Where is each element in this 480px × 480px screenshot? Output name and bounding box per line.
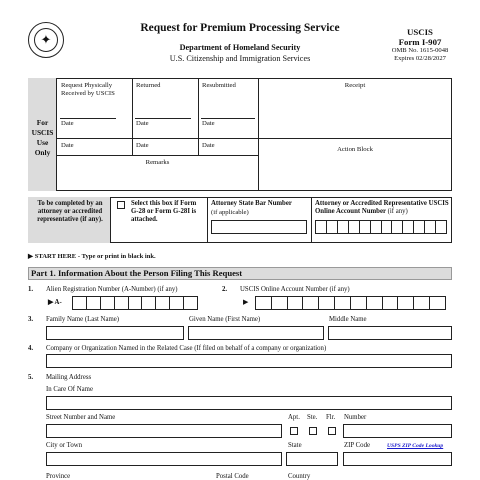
company-name-input[interactable] xyxy=(46,354,452,368)
middle-name-label: Middle Name xyxy=(329,316,367,323)
part1-title: Part 1. Information About the Person Filing This Request xyxy=(31,268,243,278)
request-received-label: Request Physically Received by USCIS xyxy=(61,82,115,97)
divider xyxy=(57,155,258,156)
family-name-input[interactable] xyxy=(46,326,184,340)
omb-number: OMB No. 1615-0048 xyxy=(391,47,449,54)
in-care-of-input[interactable] xyxy=(46,396,452,410)
country-label: Country xyxy=(288,473,311,480)
ste-label: Ste. xyxy=(307,414,318,421)
ste-checkbox[interactable] xyxy=(309,427,317,435)
flr-checkbox[interactable] xyxy=(328,427,336,435)
unit-number-input[interactable] xyxy=(343,424,452,438)
date-label: Date xyxy=(202,142,215,149)
expiration-date: Expires 02/28/2027 xyxy=(394,55,446,62)
state-label: State xyxy=(288,442,302,449)
unit-number-label: Number xyxy=(344,414,367,421)
given-name-input[interactable] xyxy=(188,326,324,340)
zip-label: ZIP Code xyxy=(344,442,370,449)
zip-input[interactable] xyxy=(343,452,452,466)
form-number: Form I-907 xyxy=(398,37,442,47)
postal-code-label: Postal Code xyxy=(216,473,249,480)
divider xyxy=(198,78,199,155)
in-care-of-label: In Care Of Name xyxy=(46,386,93,393)
q5-number: 5. xyxy=(28,374,34,381)
street-input[interactable] xyxy=(46,424,282,438)
divider xyxy=(57,138,258,139)
agency-name: U.S. Citizenship and Immigration Services xyxy=(169,54,311,63)
action-block-label: Action Block xyxy=(337,146,373,153)
city-label: City or Town xyxy=(46,442,83,449)
date-label: Date xyxy=(136,142,149,149)
remarks-label: Remarks xyxy=(145,159,170,166)
divider xyxy=(207,197,208,243)
date-label: Date xyxy=(202,120,215,127)
flr-label: Flr. xyxy=(326,414,336,421)
underline xyxy=(60,118,116,119)
zip-lookup-link[interactable]: USPS ZIP Code Lookup xyxy=(387,443,444,449)
city-input[interactable] xyxy=(46,452,282,466)
uscis-label: USCIS xyxy=(407,27,433,37)
returned-label: Returned xyxy=(136,82,161,89)
divider xyxy=(258,138,452,139)
q3-number: 3. xyxy=(28,316,34,323)
start-here-instruction: ▶ START HERE - Type or print in black ink. xyxy=(28,253,156,260)
apt-checkbox[interactable] xyxy=(290,427,298,435)
bar-number-label: Attorney State Bar Number xyxy=(211,200,292,207)
account-number-label: Attorney or Accredited Representative USCIS Online Account Number (if any) xyxy=(315,200,449,215)
form-title: Request for Premium Processing Service xyxy=(140,22,340,34)
department-name: Department of Homeland Security xyxy=(179,43,301,52)
account-number-input[interactable] xyxy=(315,220,447,234)
divider xyxy=(258,78,259,191)
a-number-input[interactable] xyxy=(72,296,198,310)
attorney-block-label: To be completed by an attorney or accredited representative (if any). xyxy=(37,200,103,223)
g28-checkbox[interactable] xyxy=(117,201,125,209)
online-account-input[interactable] xyxy=(255,296,446,310)
q4-number: 4. xyxy=(28,345,34,352)
underline xyxy=(135,118,191,119)
a-number-label: Alien Registration Number (A-Number) (if any) xyxy=(46,286,178,293)
date-label: Date xyxy=(61,120,74,127)
middle-name-input[interactable] xyxy=(328,326,452,340)
province-label: Province xyxy=(46,473,71,480)
family-name-label: Family Name (Last Name) xyxy=(46,316,120,323)
online-account-label: USCIS Online Account Number (if any) xyxy=(240,286,350,293)
q2-number: 2. xyxy=(222,286,228,293)
date-label: Date xyxy=(136,120,149,127)
g28-checkbox-label: Select this box if Form G-28 or Form G-28I is attached. xyxy=(131,200,197,223)
company-name-label: Company or Organization Named in the Related Case (If filed on behalf of a company or organization) xyxy=(46,345,327,352)
apt-label: Apt. xyxy=(288,414,300,421)
a-number-prefix: ▶ A- xyxy=(48,299,62,306)
online-account-prefix: ▶ xyxy=(243,299,249,306)
bar-number-input[interactable] xyxy=(211,220,307,234)
street-label: Street Number and Name xyxy=(46,414,116,421)
divider xyxy=(311,197,312,243)
q1-number: 1. xyxy=(28,286,34,293)
uscis-use-only-label: For USCIS Use Only xyxy=(31,118,54,157)
mailing-address-label: Mailing Address xyxy=(46,374,92,381)
divider xyxy=(132,78,133,155)
underline xyxy=(201,118,255,119)
state-select[interactable] xyxy=(286,452,338,466)
given-name-label: Given Name (First Name) xyxy=(189,316,261,323)
receipt-label: Receipt xyxy=(344,82,366,89)
date-label: Date xyxy=(61,142,74,149)
resubmitted-label: Resubmitted xyxy=(202,82,236,89)
bar-number-sub: (if applicable) xyxy=(211,209,249,216)
eagle-icon: ✦ xyxy=(40,32,52,47)
